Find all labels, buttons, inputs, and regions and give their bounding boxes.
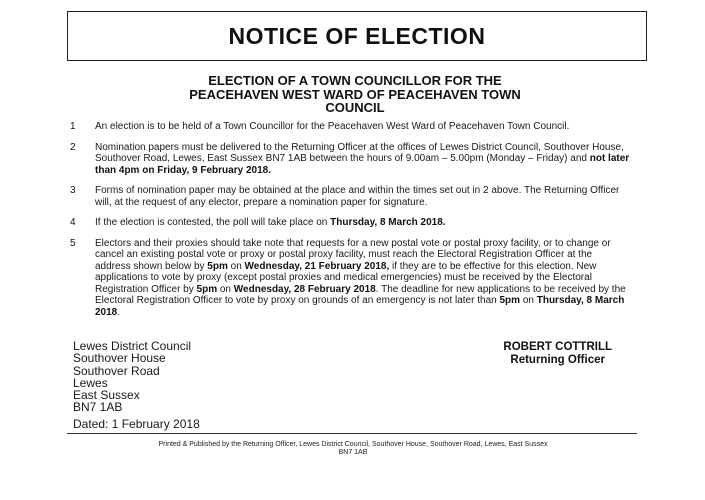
notice-item-1 [70, 121, 630, 133]
address-line: BN7 1AB [73, 400, 123, 415]
notice-item-5 [70, 238, 630, 319]
deadline-time: 5pm [196, 283, 218, 295]
address-line: East Sussex [73, 388, 140, 403]
notice-items [70, 121, 630, 327]
item-text-regular: Nomination papers must be delivered to the Returning Officer at the offices of Lewes District Council, Southover House, Southover Road, Lewes, East Sussex BN7 1AB between the hours of 9.00am – 5.00pm (Monday – Friday) and [95, 141, 624, 164]
item-text: Forms of nomination paper may be obtained at the place and within the times set out in 2 above. The Returning Officer will, at the request of any elector, prepare a nomination paper for signature. [95, 185, 620, 208]
address-line: Southover Road [73, 363, 160, 378]
item-number: 1 [70, 121, 76, 132]
item-text: An election is to be held of a Town Councillor for the Peacehaven West Ward of Peacehaven Town Council. [95, 121, 570, 132]
nomination-deadline: not later than 4pm on Friday, 9 February 2018. [95, 153, 630, 176]
item-number: 4 [70, 217, 76, 228]
item-text-regular: If the election is contested, the poll will take place on [95, 217, 331, 228]
subtitle-line: ELECTION OF A TOWN COUNCILLOR FOR THE [208, 73, 502, 88]
title-box [67, 11, 647, 61]
poll-date: Thursday, 8 March 2018. [330, 217, 446, 228]
notice-title: NOTICE OF ELECTION [228, 22, 486, 49]
item-number: 2 [70, 141, 76, 153]
item-text [95, 142, 630, 177]
item-text [95, 238, 630, 319]
text-part: Electors and their proxies should take note that requests for a new postal vote or postal proxy facility, or to change or cancel an existing postal vote or proxy or postal proxy facility, must reach the Electoral Registration Officer at the address shown below by [95, 237, 611, 272]
notice-item-3 [70, 185, 630, 208]
deadline-time: 5pm [499, 295, 521, 306]
text-part: on [217, 283, 234, 295]
subtitle-line: PEACEHAVEN WEST WARD OF PEACEHAVEN TOWN [189, 86, 521, 102]
item-text [95, 217, 630, 229]
returning-officer-signature [503, 341, 612, 367]
address-line: Southover House [73, 351, 166, 366]
item-number: 5 [70, 237, 76, 249]
address-line: Lewes [73, 375, 108, 390]
text-part: if they are to be effective for this election. New applications to vote by proxy (except postal proxies and medical emergencies) must be received by the Electoral Registration Officer by [95, 260, 597, 295]
text-part: on [227, 260, 245, 272]
item-number: 3 [70, 185, 76, 196]
imprint-footer [77, 441, 629, 457]
notice-item-4 [70, 217, 630, 229]
notice-item-2 [70, 142, 630, 177]
council-address [73, 340, 200, 430]
footer-line: BN7 1AB [338, 449, 368, 456]
footer-divider [67, 433, 637, 434]
notice-date: Dated: 1 February 2018 [73, 416, 200, 431]
postal-vote-deadline: Wednesday, 21 February 2018, [244, 260, 390, 272]
text-part: . The deadline for new applications to be received by the Electoral Registration Officer to vote by proxy on grounds of an emergency is not later than [95, 283, 626, 306]
text-part: . [117, 306, 121, 318]
text-part: on [520, 295, 537, 306]
election-subtitle [70, 74, 640, 115]
address-line: Lewes District Council [73, 339, 192, 353]
signer-name: ROBERT COTTRILL [503, 341, 612, 353]
signer-role: Returning Officer [510, 354, 605, 366]
emergency-proxy-deadline: Thursday, 8 March 2018 [95, 295, 625, 318]
subtitle-line: COUNCIL [325, 100, 385, 115]
deadline-time: 5pm [207, 260, 228, 272]
proxy-deadline: Wednesday, 28 February 2018 [233, 283, 376, 295]
footer-line: Printed & Published by the Returning Officer, Lewes District Council, Southover House, Southover Road, Lewes, East Sussex [158, 441, 548, 448]
